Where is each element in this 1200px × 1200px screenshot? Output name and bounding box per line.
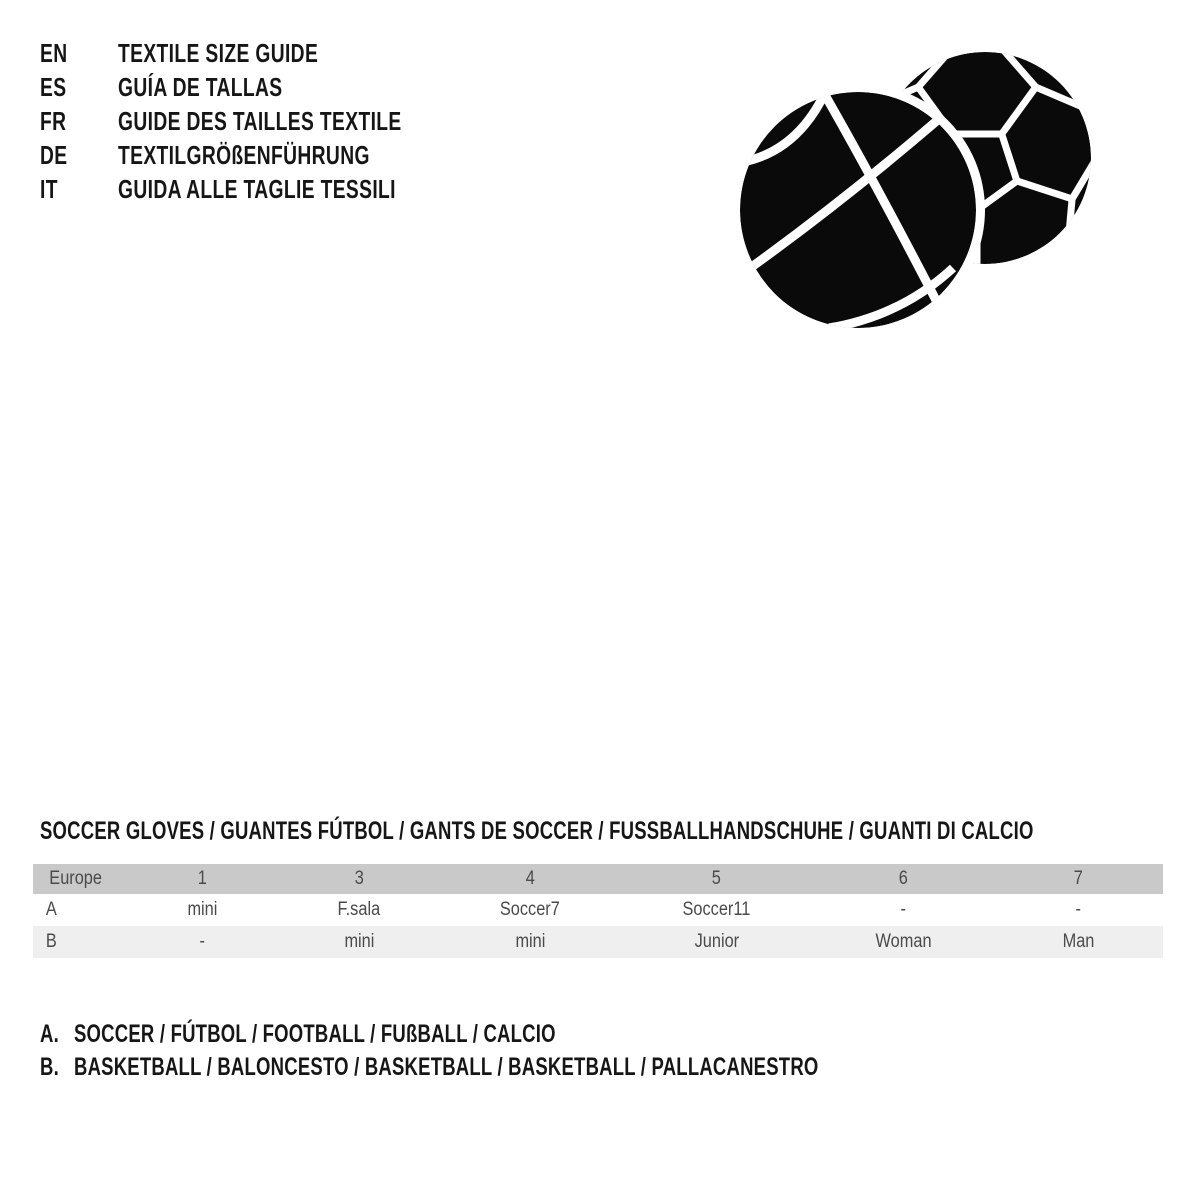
header-cell-europe: Europe	[49, 868, 102, 889]
table-cell: Soccer11	[682, 899, 751, 920]
legend-label: SOCCER / FÚTBOL / FOOTBALL / FUßBALL / CALCIO	[74, 1020, 556, 1048]
language-code: FR	[40, 105, 67, 136]
language-title: GUÍA DE TALLAS	[118, 71, 283, 102]
header-cell-size: 3	[354, 868, 364, 889]
table-cell: mini	[344, 931, 374, 952]
table-cell: F.sala	[337, 899, 381, 920]
language-code: ES	[40, 71, 67, 102]
header-cell-size: 5	[712, 868, 722, 889]
table-cell: -	[199, 931, 205, 952]
language-title: TEXTILGRÖßENFÜHRUNG	[118, 139, 370, 170]
language-title: GUIDE DES TAILLES TEXTILE	[118, 105, 402, 136]
legend-row-b	[40, 1051, 1080, 1084]
legend-key: B.	[40, 1053, 59, 1081]
language-code: EN	[40, 37, 68, 68]
size-table	[33, 864, 1163, 958]
table-cell: Man	[1062, 931, 1095, 952]
row-label: A	[45, 899, 57, 920]
table-cell: Woman	[875, 931, 932, 952]
language-row-en	[40, 36, 501, 70]
header-cell-size: 1	[197, 868, 207, 889]
table-cell: -	[1075, 899, 1081, 920]
table-cell: -	[900, 899, 906, 920]
language-row-es	[40, 70, 501, 104]
balls-illustration	[735, 40, 1115, 348]
table-legend	[40, 1018, 1080, 1084]
language-row-de	[40, 138, 501, 172]
table-cell: Soccer7	[500, 899, 561, 920]
language-list	[40, 36, 501, 206]
legend-row-a	[40, 1018, 1080, 1051]
size-table-title: SOCCER GLOVES / GUANTES FÚTBOL / GANTS DE SOCCER / FUSSBALLHANDSCHUHE / GUANTI DI CALCIO	[40, 817, 1034, 845]
header-cell-size: 4	[525, 868, 535, 889]
legend-key: A.	[40, 1020, 59, 1048]
header-cell-size: 7	[1073, 868, 1083, 889]
table-row-b	[33, 926, 1163, 958]
table-cell: Junior	[694, 931, 739, 952]
language-code: IT	[40, 173, 58, 204]
header-cell-size: 6	[898, 868, 908, 889]
row-label: B	[45, 931, 57, 952]
legend-label: BASKETBALL / BALONCESTO / BASKETBALL / BASKETBALL / PALLACANESTRO	[74, 1053, 819, 1081]
size-table-header-row	[33, 864, 1163, 894]
language-row-fr	[40, 104, 501, 138]
language-code: DE	[40, 139, 68, 170]
table-row-a	[33, 894, 1163, 926]
language-title: TEXTILE SIZE GUIDE	[118, 37, 319, 68]
table-cell: mini	[186, 899, 217, 920]
language-row-it	[40, 172, 501, 206]
table-cell: mini	[515, 931, 546, 952]
language-title: GUIDA ALLE TAGLIE TESSILI	[118, 173, 396, 204]
